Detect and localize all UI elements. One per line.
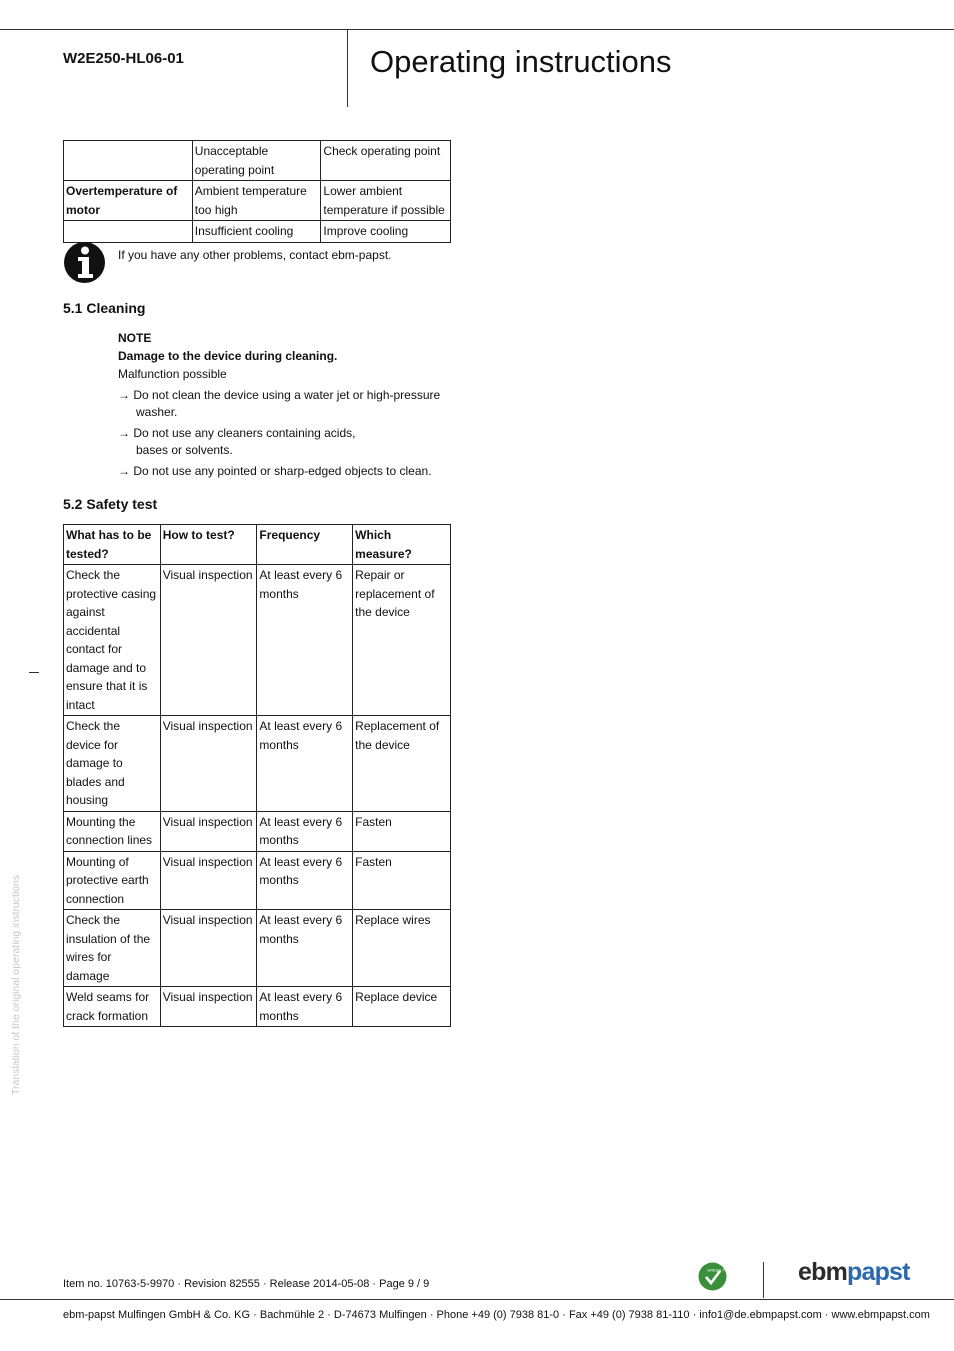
column-header: What has to be tested?: [64, 525, 161, 565]
company-info: ebm-papst Mulfingen GmbH & Co. KG · Bachmühle 2 · D-74673 Mulfingen · Phone +49 (0) 7938 81-0 · Fax +49 (0) 7938 81-110 · info1@de.ebmpapst.com · www.ebmpapst.com: [63, 1309, 930, 1321]
table-row: [64, 181, 451, 221]
test-item-cell: Weld seams for crack formation: [64, 987, 161, 1027]
fault-cell: Overtemperature of motor: [64, 181, 193, 221]
test-item-cell: Mounting the connection lines: [64, 811, 161, 851]
measure-cell: Repair or replacement of the device: [353, 565, 451, 716]
table-row: [64, 987, 451, 1027]
frequency-cell: At least every 6 months: [257, 987, 353, 1027]
frequency-cell: At least every 6 months: [257, 716, 353, 812]
frequency-cell: At least every 6 months: [257, 811, 353, 851]
table-header-row: [64, 525, 451, 565]
method-cell: Visual inspection: [160, 851, 257, 910]
cause-cell: Unacceptable operating point: [192, 141, 321, 181]
logo-part-ebm: ebm: [798, 1258, 848, 1286]
side-caption: Translation of the original operating instructions: [10, 874, 22, 1095]
method-cell: Visual inspection: [160, 811, 257, 851]
frequency-cell: At least every 6 months: [257, 851, 353, 910]
measure-cell: Replace device: [353, 987, 451, 1027]
method-cell: Visual inspection: [160, 565, 257, 716]
logo-part-papst: papst: [847, 1258, 910, 1286]
column-header: How to test?: [160, 525, 257, 565]
footer-rule: [0, 1299, 954, 1300]
table-row: [64, 221, 451, 243]
table-row: [64, 716, 451, 812]
column-header: Which measure?: [353, 525, 451, 565]
badge-text: GREEN TECH: [707, 1267, 734, 1273]
remedy-cell: Improve cooling: [321, 221, 451, 243]
measure-cell: Replace wires: [353, 910, 451, 987]
fault-cell: [64, 141, 193, 181]
frequency-cell: At least every 6 months: [257, 910, 353, 987]
method-cell: Visual inspection: [160, 716, 257, 812]
measure-cell: Fasten: [353, 811, 451, 851]
safety-table: [63, 524, 451, 1027]
test-item-cell: Mounting of protective earth connection: [64, 851, 161, 910]
header-top-rule: [0, 29, 954, 30]
fault-table: [63, 140, 451, 243]
table-row: [64, 851, 451, 910]
list-item: → Do not use any cleaners containing acids, bases or solvents.: [118, 426, 356, 457]
model-number: W2E250-HL06-01: [63, 50, 184, 67]
table-row: [64, 141, 451, 181]
cleaning-heading: 5.1 Cleaning: [63, 300, 146, 316]
note-subtitle: Malfunction possible: [118, 367, 227, 381]
remedy-cell: Check operating point: [321, 141, 451, 181]
ebmpapst-logo: [798, 1258, 910, 1287]
header-divider: [347, 29, 348, 107]
measure-cell: Replacement of the device: [353, 716, 451, 812]
method-cell: Visual inspection: [160, 987, 257, 1027]
list-item: → Do not clean the device using a water jet or high-pressure washer.: [118, 388, 441, 419]
measure-cell: Fasten: [353, 851, 451, 910]
table-row: [64, 910, 451, 987]
column-header: Frequency: [257, 525, 353, 565]
note-label: NOTE: [118, 331, 152, 345]
info-icon: [63, 241, 106, 284]
frequency-cell: At least every 6 months: [257, 565, 353, 716]
table-row: [64, 811, 451, 851]
item-info: Item no. 10763-5-9970 · Revision 82555 · Release 2014-05-08 · Page 9 / 9: [63, 1278, 430, 1290]
note-title: Damage to the device during cleaning.: [118, 349, 338, 363]
list-item: → Do not use any pointed or sharp-edged objects to clean.: [118, 464, 432, 478]
info-text: If you have any other problems, contact ebm-papst.: [118, 248, 392, 262]
green-tech-badge-icon: [698, 1262, 734, 1291]
table-row: [64, 565, 451, 716]
method-cell: Visual inspection: [160, 910, 257, 987]
page-title: Operating instructions: [370, 44, 672, 79]
remedy-cell: Lower ambient temperature if possible: [321, 181, 451, 221]
cause-cell: Insufficient cooling: [192, 221, 321, 243]
cause-cell: Ambient temperature too high: [192, 181, 321, 221]
test-item-cell: Check the device for damage to blades and housing: [64, 716, 161, 812]
cleaning-note: [118, 329, 476, 480]
fault-cell: [64, 221, 193, 243]
fold-mark: [29, 672, 39, 673]
footer-logo-divider: [763, 1262, 764, 1298]
safety-heading: 5.2 Safety test: [63, 496, 158, 512]
test-item-cell: Check the protective casing against accidental contact for damage and to ensure that it is intact: [64, 565, 161, 716]
test-item-cell: Check the insulation of the wires for damage: [64, 910, 161, 987]
